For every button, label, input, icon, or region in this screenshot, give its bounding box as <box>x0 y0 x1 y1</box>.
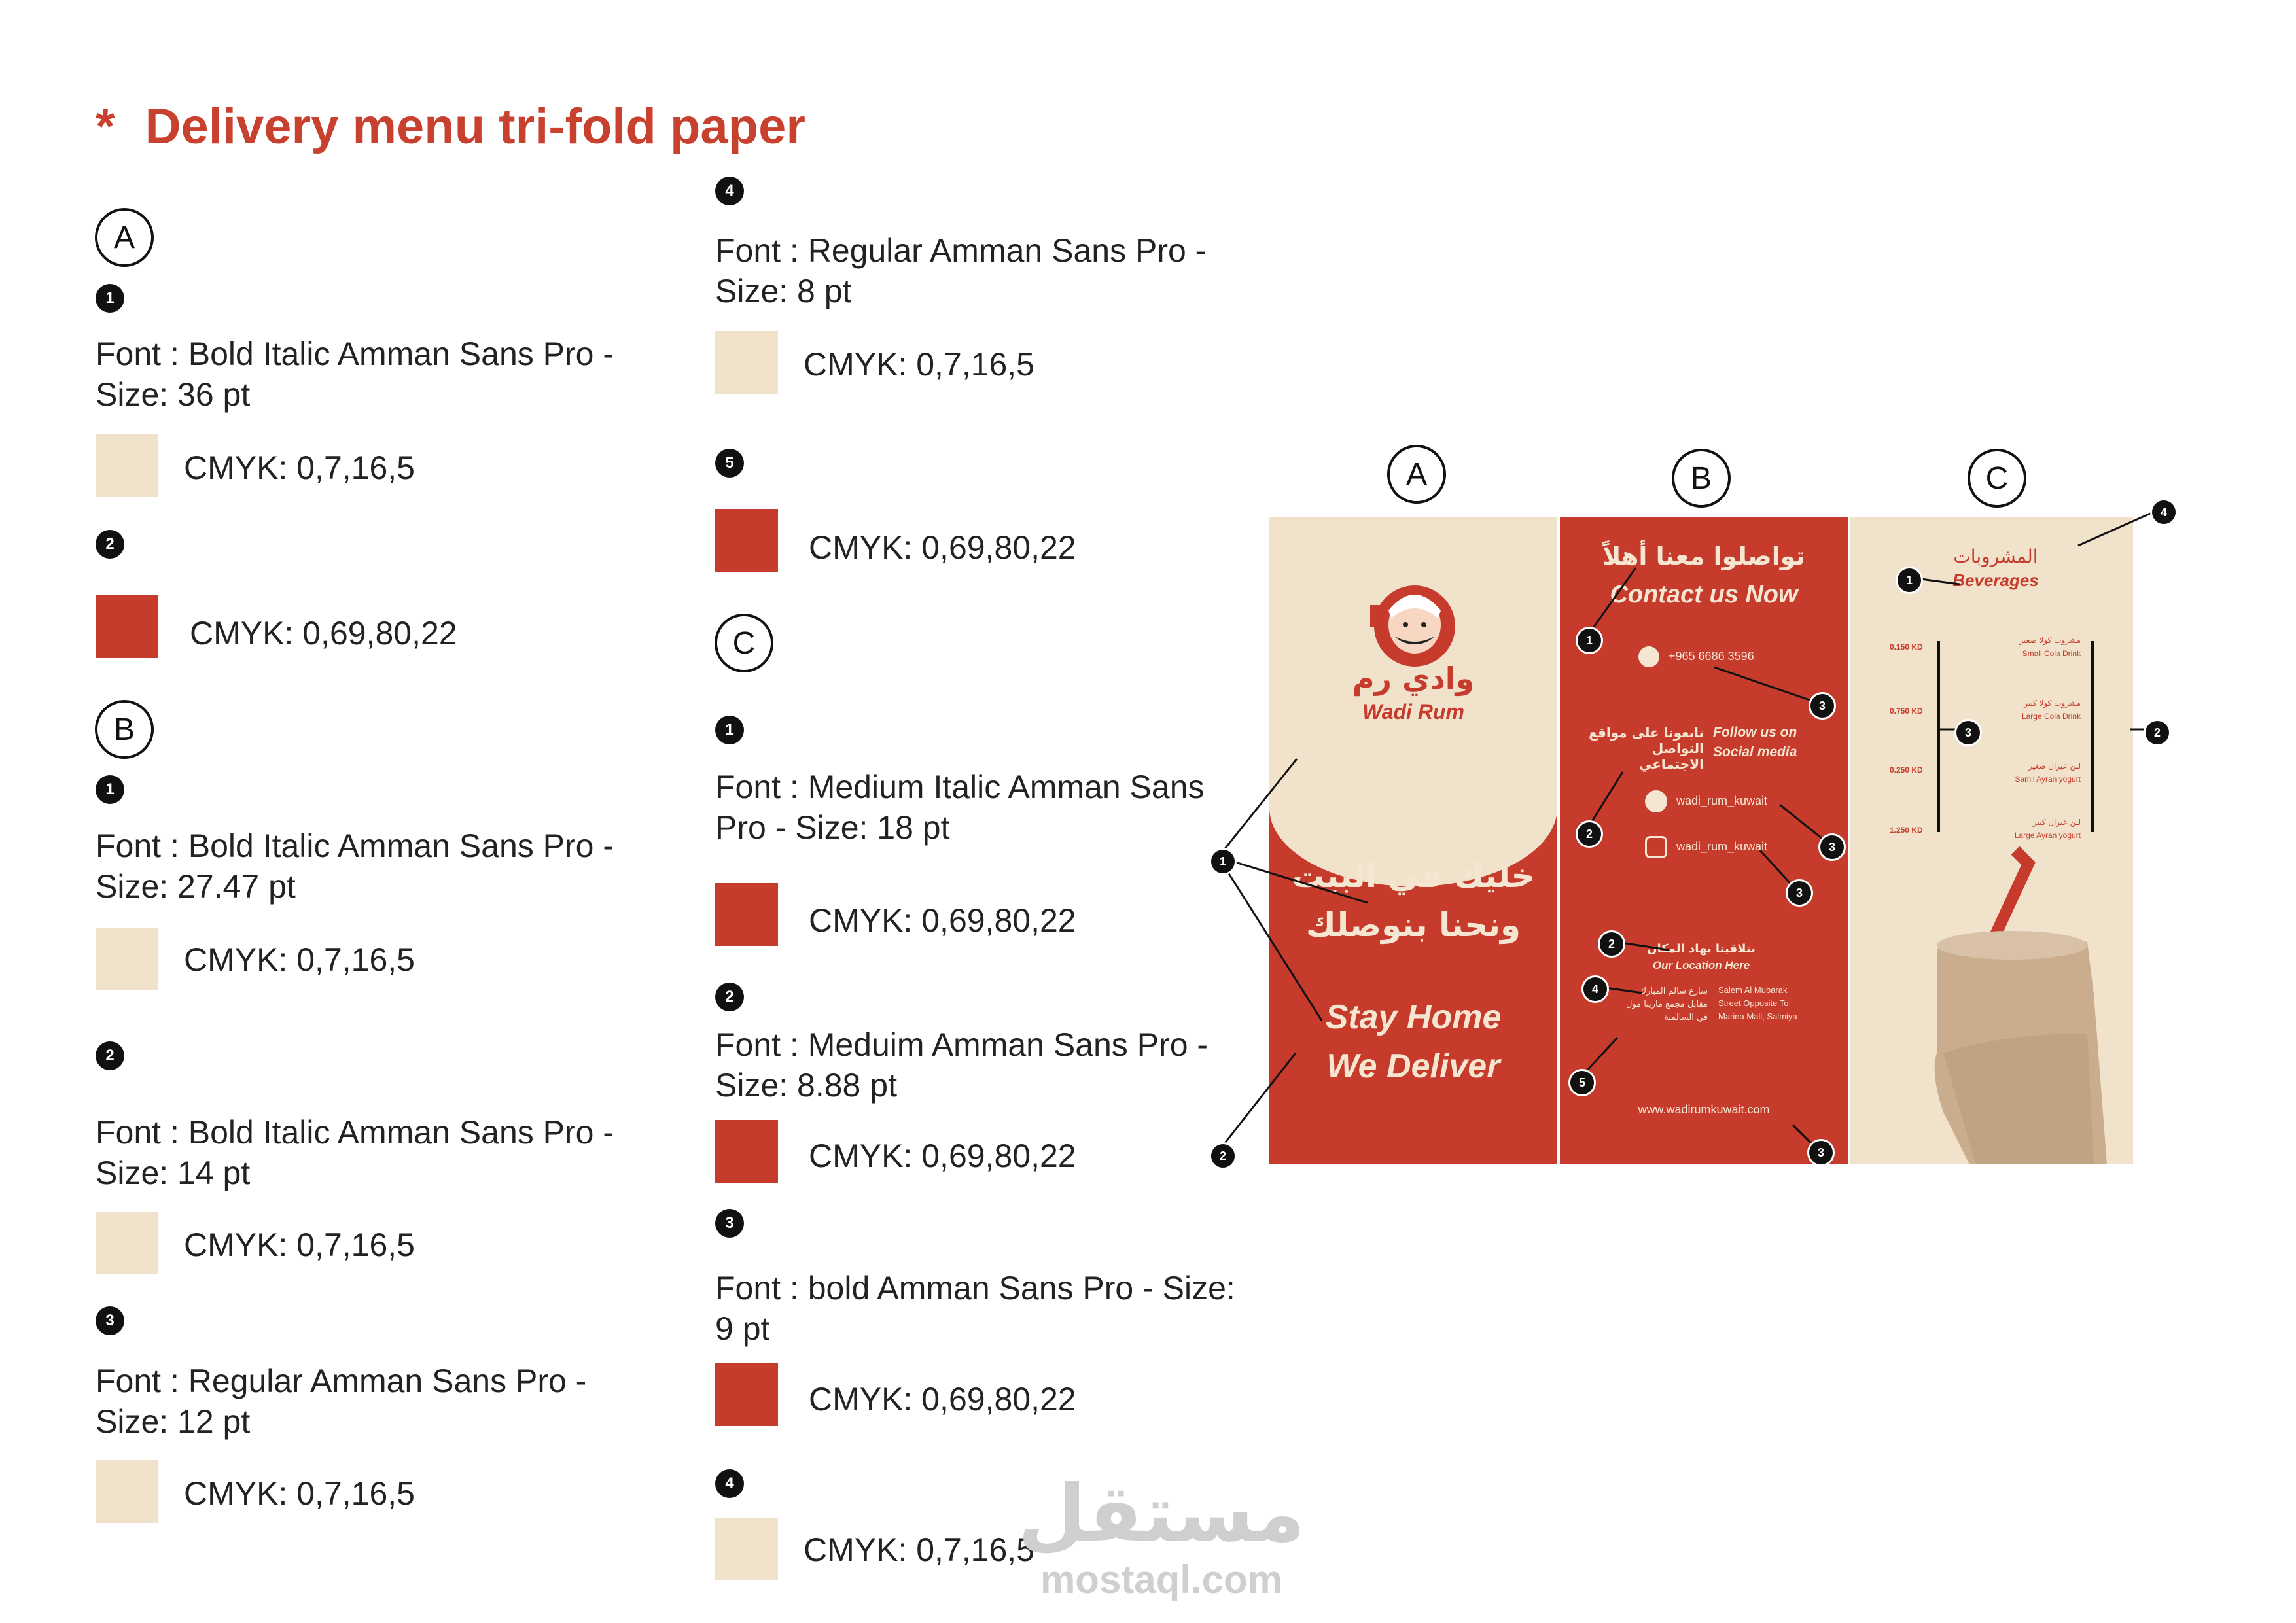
font-spec: Font : Meduim Amman Sans Pro - Size: 8.88 pt <box>715 1026 1209 1104</box>
address-english-line1: Salem Al Mubarak <box>1718 985 1788 995</box>
beverages-heading-arabic: المشروبات <box>1953 546 2038 567</box>
font-spec: Font : bold Amman Sans Pro - Size: 9 pt <box>715 1270 1235 1347</box>
annotation-marker: 1 <box>1209 848 1237 875</box>
item-arabic: لبن عيران كبير <box>2032 818 2081 827</box>
watermark-english: mostaql.com <box>1040 1558 1283 1601</box>
annotation-marker: 3 <box>1954 719 1982 746</box>
item-number: 1 <box>715 716 744 744</box>
annotation-marker: 2 <box>2144 719 2171 746</box>
annotation-marker: 1 <box>1896 567 1923 594</box>
slogan-english-line2: We Deliver <box>1326 1047 1500 1085</box>
watermark-arabic: مستقل <box>1017 1469 1305 1560</box>
cmyk-value: CMYK: 0,7,16,5 <box>184 449 415 486</box>
location-arabic: بتلاقينا بهاد المكان <box>1647 942 1756 956</box>
item-number: 2 <box>96 1041 124 1070</box>
item-arabic: مشروب كولا صغير <box>2019 636 2081 645</box>
price: 0.750 KD <box>1890 707 1923 716</box>
cmyk-value: CMYK: 0,69,80,22 <box>809 1138 1076 1174</box>
item-arabic: لبن عيران صغير <box>2028 761 2081 771</box>
item-english: Samll Ayran yogurt <box>2015 775 2081 784</box>
slogan-arabic-line1: خليك في البيت <box>1292 857 1535 895</box>
address-english-line3: Marina Mall, Salmiya <box>1718 1011 1797 1021</box>
item-number: 2 <box>96 530 124 559</box>
font-spec: Font : Medium Italic Amman Sans Pro - Size: 18 pt <box>715 769 1205 846</box>
brand-arabic: وادي رم <box>1352 661 1475 696</box>
item-number: 4 <box>715 177 744 205</box>
address-english-line2: Street Opposite To <box>1718 998 1789 1008</box>
cmyk-value: CMYK: 0,7,16,5 <box>804 1531 1034 1568</box>
item-number: 4 <box>715 1469 744 1498</box>
item-number: 2 <box>715 983 744 1011</box>
item-number: 3 <box>96 1306 124 1335</box>
section-a-label: A <box>95 208 154 267</box>
annotation-marker: 3 <box>1809 692 1836 720</box>
beverages-heading-english: Beverages <box>1952 570 2039 590</box>
item-number: 1 <box>96 775 124 804</box>
contact-heading-arabic: تواصلوا معنا أهلاً <box>1602 542 1805 570</box>
font-spec: Font : Bold Italic Amman Sans Pro - Size: 36 pt <box>96 336 614 413</box>
contact-heading-english: Contact us Now <box>1610 581 1798 608</box>
website-url: www.wadirumkuwait.com <box>1638 1103 1770 1116</box>
annotation-marker: 2 <box>1598 930 1625 958</box>
slogan-english-line1: Stay Home <box>1325 998 1502 1036</box>
annotation-marker: 3 <box>1818 833 1846 861</box>
title-star: * <box>96 99 115 154</box>
price: 0.150 KD <box>1890 642 1923 652</box>
watermark <box>1008 1469 1315 1603</box>
section-b-label: B <box>95 700 154 759</box>
annotation-marker: 3 <box>1786 879 1813 907</box>
cmyk-value: CMYK: 0,7,16,5 <box>804 346 1034 383</box>
brochure-label-b: B <box>1672 449 1731 508</box>
location-english: Our Location Here <box>1652 959 1750 971</box>
cmyk-value: CMYK: 0,69,80,22 <box>190 615 457 652</box>
item-number: 1 <box>96 284 124 313</box>
cmyk-value: CMYK: 0,69,80,22 <box>809 1381 1076 1418</box>
annotation-marker: 5 <box>1568 1069 1596 1096</box>
annotation-marker: 3 <box>1807 1139 1835 1166</box>
price: 1.250 KD <box>1890 826 1923 835</box>
item-english: Large Cola Drink <box>2021 712 2081 721</box>
follow-arabic: تابعونا على مواقع التواصل الاجتماعي <box>1589 725 1704 772</box>
cmyk-value: CMYK: 0,7,16,5 <box>184 1475 415 1512</box>
item-english: Small Cola Drink <box>2022 649 2081 658</box>
annotation-marker: 2 <box>1209 1142 1237 1170</box>
cmyk-value: CMYK: 0,7,16,5 <box>184 1227 415 1263</box>
brochure-label-c: C <box>1968 449 2026 508</box>
follow-english-line2: Social media <box>1713 744 1797 759</box>
section-c-label: C <box>715 614 773 672</box>
annotation-marker: 2 <box>1576 820 1603 848</box>
cmyk-value: CMYK: 0,69,80,22 <box>809 902 1076 939</box>
item-arabic: مشروب كولا كبير <box>2024 699 2081 708</box>
annotation-marker: 4 <box>2150 498 2178 526</box>
font-spec: Font : Bold Italic Amman Sans Pro - Size: 14 pt <box>96 1114 614 1191</box>
title-text: Delivery menu tri-fold paper <box>145 99 805 154</box>
follow-english-line1: Follow us on <box>1713 725 1797 740</box>
font-spec: Font : Regular Amman Sans Pro - Size: 12 pt <box>96 1363 587 1440</box>
slogan-arabic-line2: ونحنا بنوصلك <box>1305 906 1521 944</box>
annotation-marker: 4 <box>1581 975 1609 1003</box>
facebook-handle: wadi_rum_kuwait <box>1676 794 1768 807</box>
cmyk-value: CMYK: 0,7,16,5 <box>184 941 415 978</box>
item-number: 5 <box>715 449 744 478</box>
item-number: 3 <box>715 1209 744 1238</box>
brand-english: Wadi Rum <box>1362 700 1464 724</box>
phone-number: +965 6686 3596 <box>1669 650 1754 663</box>
address-arabic: شارع سالم المبارك مقابل مجمع مارينا مول في السالمية <box>1626 986 1708 1022</box>
annotation-marker: 1 <box>1576 627 1603 654</box>
price: 0.250 KD <box>1890 765 1923 775</box>
font-spec: Font : Bold Italic Amman Sans Pro - Size: 27.47 pt <box>96 828 614 905</box>
cmyk-value: CMYK: 0,69,80,22 <box>809 529 1076 566</box>
instagram-handle: wadi_rum_kuwait <box>1676 840 1768 853</box>
font-spec: Font : Regular Amman Sans Pro - Size: 8 pt <box>715 232 1207 309</box>
item-english: Large Ayran yogurt <box>2014 831 2081 840</box>
brochure-label-a: A <box>1387 445 1446 504</box>
